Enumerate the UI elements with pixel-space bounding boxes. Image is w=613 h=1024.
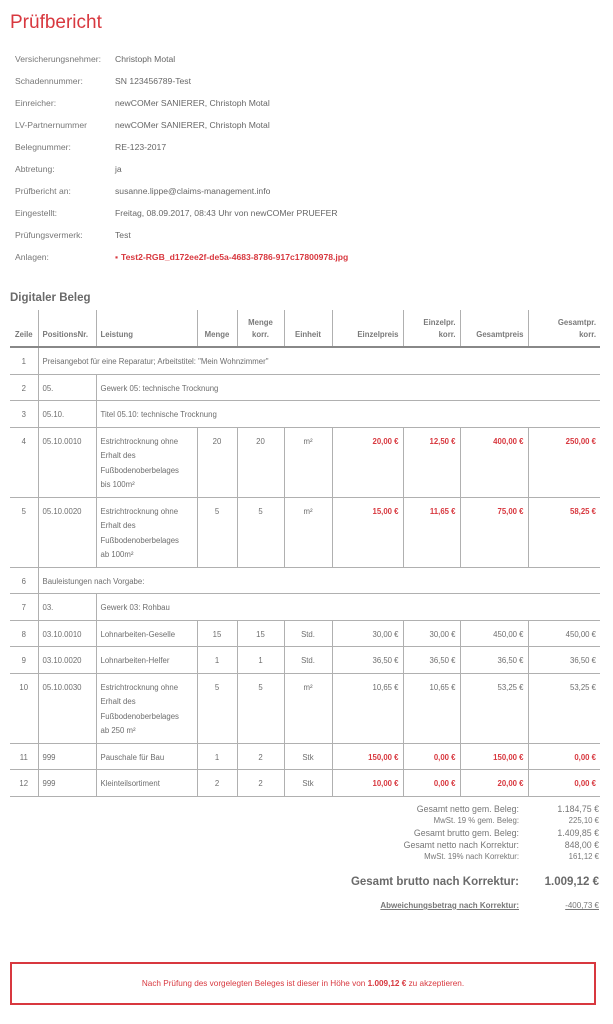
leistung-line: Erhalt des xyxy=(100,451,136,460)
cell-einzelpreis: 150,00 € xyxy=(332,743,403,770)
col-header-gesamtpreis: Gesamtpreis xyxy=(460,310,528,347)
cell-gesamtpreis: 36,50 € xyxy=(460,647,528,674)
leistung-line: Estrichtrocknung ohne xyxy=(100,436,179,446)
cell-menge-korr: 5 xyxy=(237,497,284,567)
cell-posnr: 05.10.0030 xyxy=(38,673,96,743)
cell-posnr: 05.10.0020 xyxy=(38,497,96,567)
cell-text: Bauleistungen nach Vorgabe: xyxy=(38,567,600,594)
leistung-line: Erhalt des xyxy=(100,697,136,706)
leistung-line: Erhalt des xyxy=(100,521,136,530)
total-value: 1.409,85 € xyxy=(557,828,599,838)
cell-menge: 20 xyxy=(197,427,237,497)
meta-value: RE-123-2017 xyxy=(115,142,167,152)
total-label: MwSt. 19 % gem. Beleg: xyxy=(433,816,519,825)
cell-zeile: 10 xyxy=(10,673,38,743)
table-header-row xyxy=(10,310,600,347)
col-header-menge-korr xyxy=(237,310,284,347)
total-value: -400,73 € xyxy=(565,901,599,910)
meta-value: Test xyxy=(115,230,131,240)
cell-zeile: 2 xyxy=(10,374,38,401)
cell-posnr: 05. xyxy=(38,374,96,401)
cell-einheit: m² xyxy=(284,427,332,497)
cell-gesamtpr-korr: 0,00 € xyxy=(528,743,600,770)
cell-einheit: m² xyxy=(284,673,332,743)
meta-label: LV-Partnernummer xyxy=(15,120,87,130)
cell-menge-korr: 1 xyxy=(237,647,284,674)
cell-einzelpreis: 20,00 € xyxy=(332,427,403,497)
cell-gesamtpr-korr: 450,00 € xyxy=(528,620,600,647)
cell-leistung: Kleinteilsortiment xyxy=(96,770,197,797)
meta-value: ja xyxy=(115,164,122,174)
total-netto-beleg xyxy=(351,803,599,815)
cell-leistung: Pauschale für Bau xyxy=(96,743,197,770)
meta-row-abtretung xyxy=(15,158,348,180)
section-title-digitaler-beleg: Digitaler Beleg xyxy=(10,292,91,304)
cell-gesamtpreis: 450,00 € xyxy=(460,620,528,647)
meta-value: SN 123456789-Test xyxy=(115,76,191,86)
leistung-line: Estrichtrocknung ohne xyxy=(100,506,179,516)
acceptance-notice xyxy=(10,962,596,1005)
cell-text: Titel 05.10: technische Trocknung xyxy=(96,401,600,428)
total-value: 161,12 € xyxy=(568,852,599,861)
table-row xyxy=(10,673,600,743)
cell-zeile: 5 xyxy=(10,497,38,567)
table-row xyxy=(10,770,600,797)
table-row xyxy=(10,374,600,401)
notice-prefix: Nach Prüfung des vorgelegten Beleges ist dieser in Höhe von xyxy=(141,979,368,988)
cell-leistung xyxy=(96,673,197,743)
cell-menge: 15 xyxy=(197,620,237,647)
cell-zeile: 12 xyxy=(10,770,38,797)
cell-posnr: 999 xyxy=(38,770,96,797)
bullet-icon: ▪ xyxy=(115,252,119,262)
cell-einheit: Std. xyxy=(284,620,332,647)
cell-einzelpreis: 10,65 € xyxy=(332,673,403,743)
cell-einzelpr-korr: 0,00 € xyxy=(403,743,460,770)
total-label: Gesamt brutto gem. Beleg: xyxy=(413,828,519,838)
cell-gesamtpr-korr: 0,00 € xyxy=(528,770,600,797)
cell-posnr: 05.10.0010 xyxy=(38,427,96,497)
report-metadata xyxy=(15,48,348,268)
meta-row-schadennummer xyxy=(15,70,348,92)
cell-einzelpr-korr: 30,00 € xyxy=(403,620,460,647)
total-label: Abweichungsbetrag nach Korrektur: xyxy=(380,901,519,910)
cell-einzelpr-korr: 11,65 € xyxy=(403,497,460,567)
col-header-einzelpr-korr xyxy=(403,310,460,347)
meta-label: Einreicher: xyxy=(15,98,57,108)
cell-posnr: 999 xyxy=(38,743,96,770)
table-row xyxy=(10,401,600,428)
total-brutto-korrektur xyxy=(351,876,599,888)
table-row xyxy=(10,620,600,647)
cell-einzelpreis: 36,50 € xyxy=(332,647,403,674)
cell-posnr: 03.10.0020 xyxy=(38,647,96,674)
table-row xyxy=(10,594,600,621)
cell-zeile: 1 xyxy=(10,347,38,374)
meta-row-pruefungsvermerk xyxy=(15,224,348,246)
table-row xyxy=(10,347,600,374)
cell-posnr: 03.10.0010 xyxy=(38,620,96,647)
cell-einheit: m² xyxy=(284,497,332,567)
cell-menge-korr: 20 xyxy=(237,427,284,497)
leistung-line: Estrichtrocknung ohne xyxy=(100,682,179,692)
leistung-line: Fußbodenoberbelages xyxy=(100,535,179,545)
cell-einzelpr-korr: 0,00 € xyxy=(403,770,460,797)
cell-zeile: 4 xyxy=(10,427,38,497)
col-header-gesamtpr-korr xyxy=(528,310,600,347)
meta-row-einreicher xyxy=(15,92,348,114)
cell-einzelpreis: 30,00 € xyxy=(332,620,403,647)
meta-row-versicherungsnehmer xyxy=(15,48,348,70)
col-header-zeile: Zeile xyxy=(10,310,38,347)
cell-menge-korr: 2 xyxy=(237,770,284,797)
cell-menge-korr: 15 xyxy=(237,620,284,647)
total-mwst-beleg xyxy=(351,815,599,827)
meta-label: Eingestellt: xyxy=(15,208,58,218)
cell-text: Gewerk 03: Rohbau xyxy=(96,594,600,621)
cell-einheit: Std. xyxy=(284,647,332,674)
cell-menge: 5 xyxy=(197,497,237,567)
table-row xyxy=(10,743,600,770)
cell-gesamtpreis: 400,00 € xyxy=(460,427,528,497)
cell-menge: 2 xyxy=(197,770,237,797)
notice-suffix: zu akzeptieren. xyxy=(406,979,465,988)
col-header-leistung: Leistung xyxy=(96,310,197,347)
total-value: 1.009,12 € xyxy=(544,876,599,888)
meta-label: Abtretung: xyxy=(15,164,55,174)
cell-gesamtpreis: 20,00 € xyxy=(460,770,528,797)
total-label: MwSt. 19% nach Korrektur: xyxy=(424,852,519,861)
header-line: Einzelpr. xyxy=(423,318,456,327)
header-line: korr. xyxy=(438,330,456,339)
total-value: 848,00 € xyxy=(564,840,599,850)
notice-amount: 1.009,12 € xyxy=(367,979,407,988)
table-row xyxy=(10,427,600,497)
table-row xyxy=(10,497,600,567)
cell-zeile: 9 xyxy=(10,647,38,674)
cell-einzelpreis: 10,00 € xyxy=(332,770,403,797)
meta-value: susanne.lippe@claims-management.info xyxy=(115,186,271,196)
header-line: korr. xyxy=(252,330,269,339)
header-line: Gesamtpr. xyxy=(557,318,596,327)
notice-text xyxy=(142,979,464,988)
cell-menge-korr: 2 xyxy=(237,743,284,770)
total-mwst-korrektur xyxy=(351,851,599,863)
header-line: Menge xyxy=(248,318,273,327)
cell-einzelpreis: 15,00 € xyxy=(332,497,403,567)
col-header-positionsnr: PositionsNr. xyxy=(38,310,96,347)
meta-row-lv-partnernummer xyxy=(15,114,348,136)
cell-zeile: 11 xyxy=(10,743,38,770)
meta-value: Freitag, 08.09.2017, 08:43 Uhr von newCOMer PRUEFER xyxy=(115,208,338,218)
meta-row-pruefbericht-an xyxy=(15,180,348,202)
meta-row-anlagen xyxy=(15,246,348,268)
cell-zeile: 3 xyxy=(10,401,38,428)
table-row xyxy=(10,647,600,674)
cell-leistung xyxy=(96,497,197,567)
leistung-line: ab 250 m² xyxy=(100,726,136,735)
meta-label: Versicherungsnehmer: xyxy=(15,54,101,64)
leistung-line: bis 100m² xyxy=(100,480,135,489)
cell-gesamtpr-korr: 53,25 € xyxy=(528,673,600,743)
cell-gesamtpr-korr: 36,50 € xyxy=(528,647,600,674)
meta-value: newCOMer SANIERER, Christoph Motal xyxy=(115,98,270,108)
meta-row-belegnummer xyxy=(15,136,348,158)
cell-leistung: Lohnarbeiten-Geselle xyxy=(96,620,197,647)
cell-menge: 1 xyxy=(197,743,237,770)
meta-label: Prüfbericht an: xyxy=(15,186,71,196)
cell-posnr: 03. xyxy=(38,594,96,621)
cell-gesamtpreis: 75,00 € xyxy=(460,497,528,567)
cell-zeile: 7 xyxy=(10,594,38,621)
cell-posnr: 05.10. xyxy=(38,401,96,428)
header-line: korr. xyxy=(579,330,596,339)
total-value: 225,10 € xyxy=(568,816,599,825)
total-label: Gesamt netto gem. Beleg: xyxy=(416,804,519,814)
meta-value: Christoph Motal xyxy=(115,54,176,64)
cell-gesamtpreis: 53,25 € xyxy=(460,673,528,743)
total-abweichung xyxy=(351,900,599,912)
cell-leistung: Lohnarbeiten-Helfer xyxy=(96,647,197,674)
cell-gesamtpr-korr: 58,25 € xyxy=(528,497,600,567)
meta-value: newCOMer SANIERER, Christoph Motal xyxy=(115,120,270,130)
cell-einzelpr-korr: 36,50 € xyxy=(403,647,460,674)
col-header-menge: Menge xyxy=(197,310,237,347)
col-header-einzelpreis: Einzelpreis xyxy=(332,310,403,347)
cell-einheit: Stk xyxy=(284,770,332,797)
meta-value xyxy=(115,252,348,262)
meta-label: Anlagen: xyxy=(15,252,49,262)
totals-block xyxy=(351,803,599,912)
cell-text: Gewerk 05: technische Trocknung xyxy=(96,374,600,401)
cell-menge-korr: 5 xyxy=(237,673,284,743)
cell-einheit: Stk xyxy=(284,743,332,770)
page-title: Prüfbericht xyxy=(10,12,102,33)
leistung-line: Fußbodenoberbelages xyxy=(100,465,179,475)
attachment-link[interactable]: Test2-RGB_d172ee2f-de5a-4683-8786-917c17800978.jpg xyxy=(121,252,349,262)
table-row xyxy=(10,567,600,594)
total-value: 1.184,75 € xyxy=(557,804,599,814)
cell-text: Preisangebot für eine Reparatur; Arbeitstitel: "Mein Wohnzimmer" xyxy=(38,347,600,374)
total-label: Gesamt brutto nach Korrektur: xyxy=(350,876,519,888)
cell-einzelpr-korr: 10,65 € xyxy=(403,673,460,743)
leistung-line: Fußbodenoberbelages xyxy=(100,711,179,721)
beleg-table xyxy=(10,310,600,797)
cell-gesamtpreis: 150,00 € xyxy=(460,743,528,770)
total-brutto-beleg xyxy=(351,827,599,839)
cell-zeile: 8 xyxy=(10,620,38,647)
leistung-line: ab 100m² xyxy=(100,550,134,559)
cell-gesamtpr-korr: 250,00 € xyxy=(528,427,600,497)
cell-menge: 5 xyxy=(197,673,237,743)
meta-label: Belegnummer: xyxy=(15,142,71,152)
meta-label: Prüfungsvermerk: xyxy=(15,230,83,240)
cell-zeile: 6 xyxy=(10,567,38,594)
cell-einzelpr-korr: 12,50 € xyxy=(403,427,460,497)
cell-menge: 1 xyxy=(197,647,237,674)
total-label: Gesamt netto nach Korrektur: xyxy=(403,840,519,850)
meta-row-eingestellt xyxy=(15,202,348,224)
col-header-einheit: Einheit xyxy=(284,310,332,347)
cell-leistung xyxy=(96,427,197,497)
meta-label: Schadennummer: xyxy=(15,76,83,86)
total-netto-korrektur xyxy=(351,839,599,851)
